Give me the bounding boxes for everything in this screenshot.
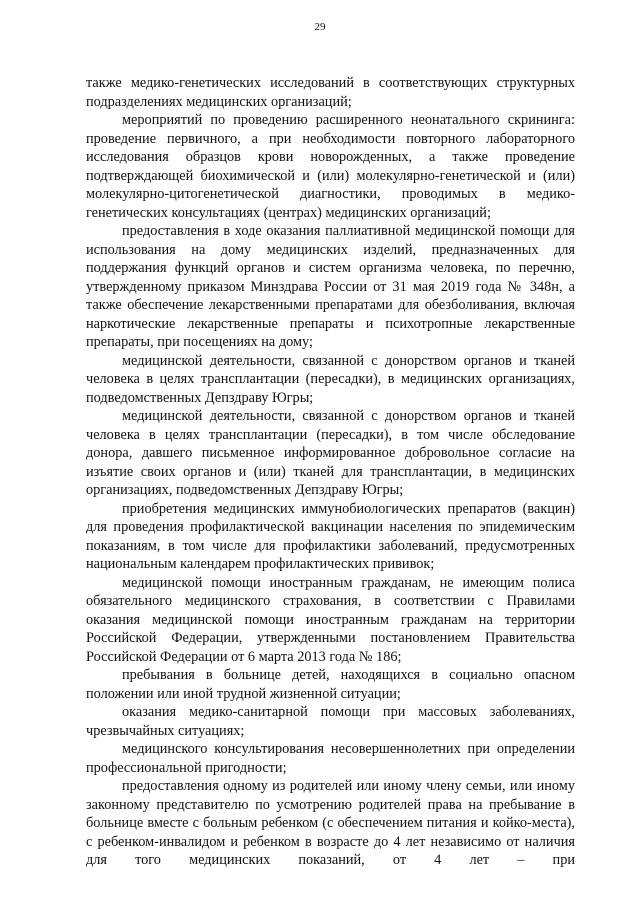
paragraph: приобретения медицинских иммунобиологических препаратов (вакцин) для проведения профилактической вакцинации населения по эпидемическим показаниям, в том числе для профилактики заболеваний, предусмотренных национальным календарем профилактических прививок; bbox=[86, 500, 575, 572]
paragraph: предоставления в ходе оказания паллиативной медицинской помощи для использования на дому медицинских изделий, предназначенных для поддержания функций органов и систем организма человека, по перечню, утвержденному приказом Минздрава России от 31 мая 2019 года № 348н, а также обеспечение лекарственными препаратами для обезболивания, включая наркотические лекарственные препараты и психотропные лекарственные препараты, при посещениях на дому; bbox=[86, 223, 575, 350]
paragraph: медицинской помощи иностранным гражданам, не имеющим полиса обязательного медицинского страхования, в соответствии с Правилами оказания медицинской помощи иностранным гражданам на территории Российской Федерации, утвержденными постановлением Правительства Российской Федерации от 6 марта 2013 года № 186; bbox=[86, 574, 575, 665]
paragraph: медицинской деятельности, связанной с донорством органов и тканей человека в целях трансплантации (пересадки), в медицинских организациях, подведомственных Депздраву Югры; bbox=[86, 352, 575, 406]
document-body bbox=[86, 74, 575, 870]
paragraph: медицинской деятельности, связанной с донорством органов и тканей человека в целях трансплантации (пересадки), в том числе обследование донора, давшего письменное информированное добровольное согласие на изъятие своих органов и (или) тканей для трансплантации, в медицинских организациях, подведомственных Депздраву Югры; bbox=[86, 408, 575, 498]
paragraph: предоставления одному из родителей или иному члену семьи, или иному законному представителю по усмотрению родителей права на пребывание в больнице вместе с больным ребенком (с обеспечением питания и койко-места), с ребенком-инвалидом и ребенком в возрасте до 4 лет независимо от наличия для того медицинских показаний, от 4 лет – при bbox=[86, 778, 575, 868]
paragraph: медицинского консультирования несовершеннолетних при определении профессиональной пригодности; bbox=[86, 741, 575, 776]
paragraph: оказания медико-санитарной помощи при массовых заболеваниях, чрезвычайных ситуациях; bbox=[86, 704, 575, 739]
paragraph: мероприятий по проведению расширенного неонатального скрининга: проведение первичного, а при необходимости повторного лабораторного исследования образцов крови новорожденных, а также проведение подтверждающей биохимической и (или) молекулярно-генетической и (или) молекулярно-цитогенетической диагностики, проводимых в медико-генетических консультациях (центрах) медицинских организаций; bbox=[86, 112, 575, 221]
paragraph: также медико-генетических исследований в соответствующих структурных подразделениях медицинских организаций; bbox=[86, 75, 575, 110]
page-number: 29 bbox=[314, 21, 326, 33]
paragraph: пребывания в больнице детей, находящихся в социально опасном положении или иной трудной жизненной ситуации; bbox=[86, 667, 575, 702]
